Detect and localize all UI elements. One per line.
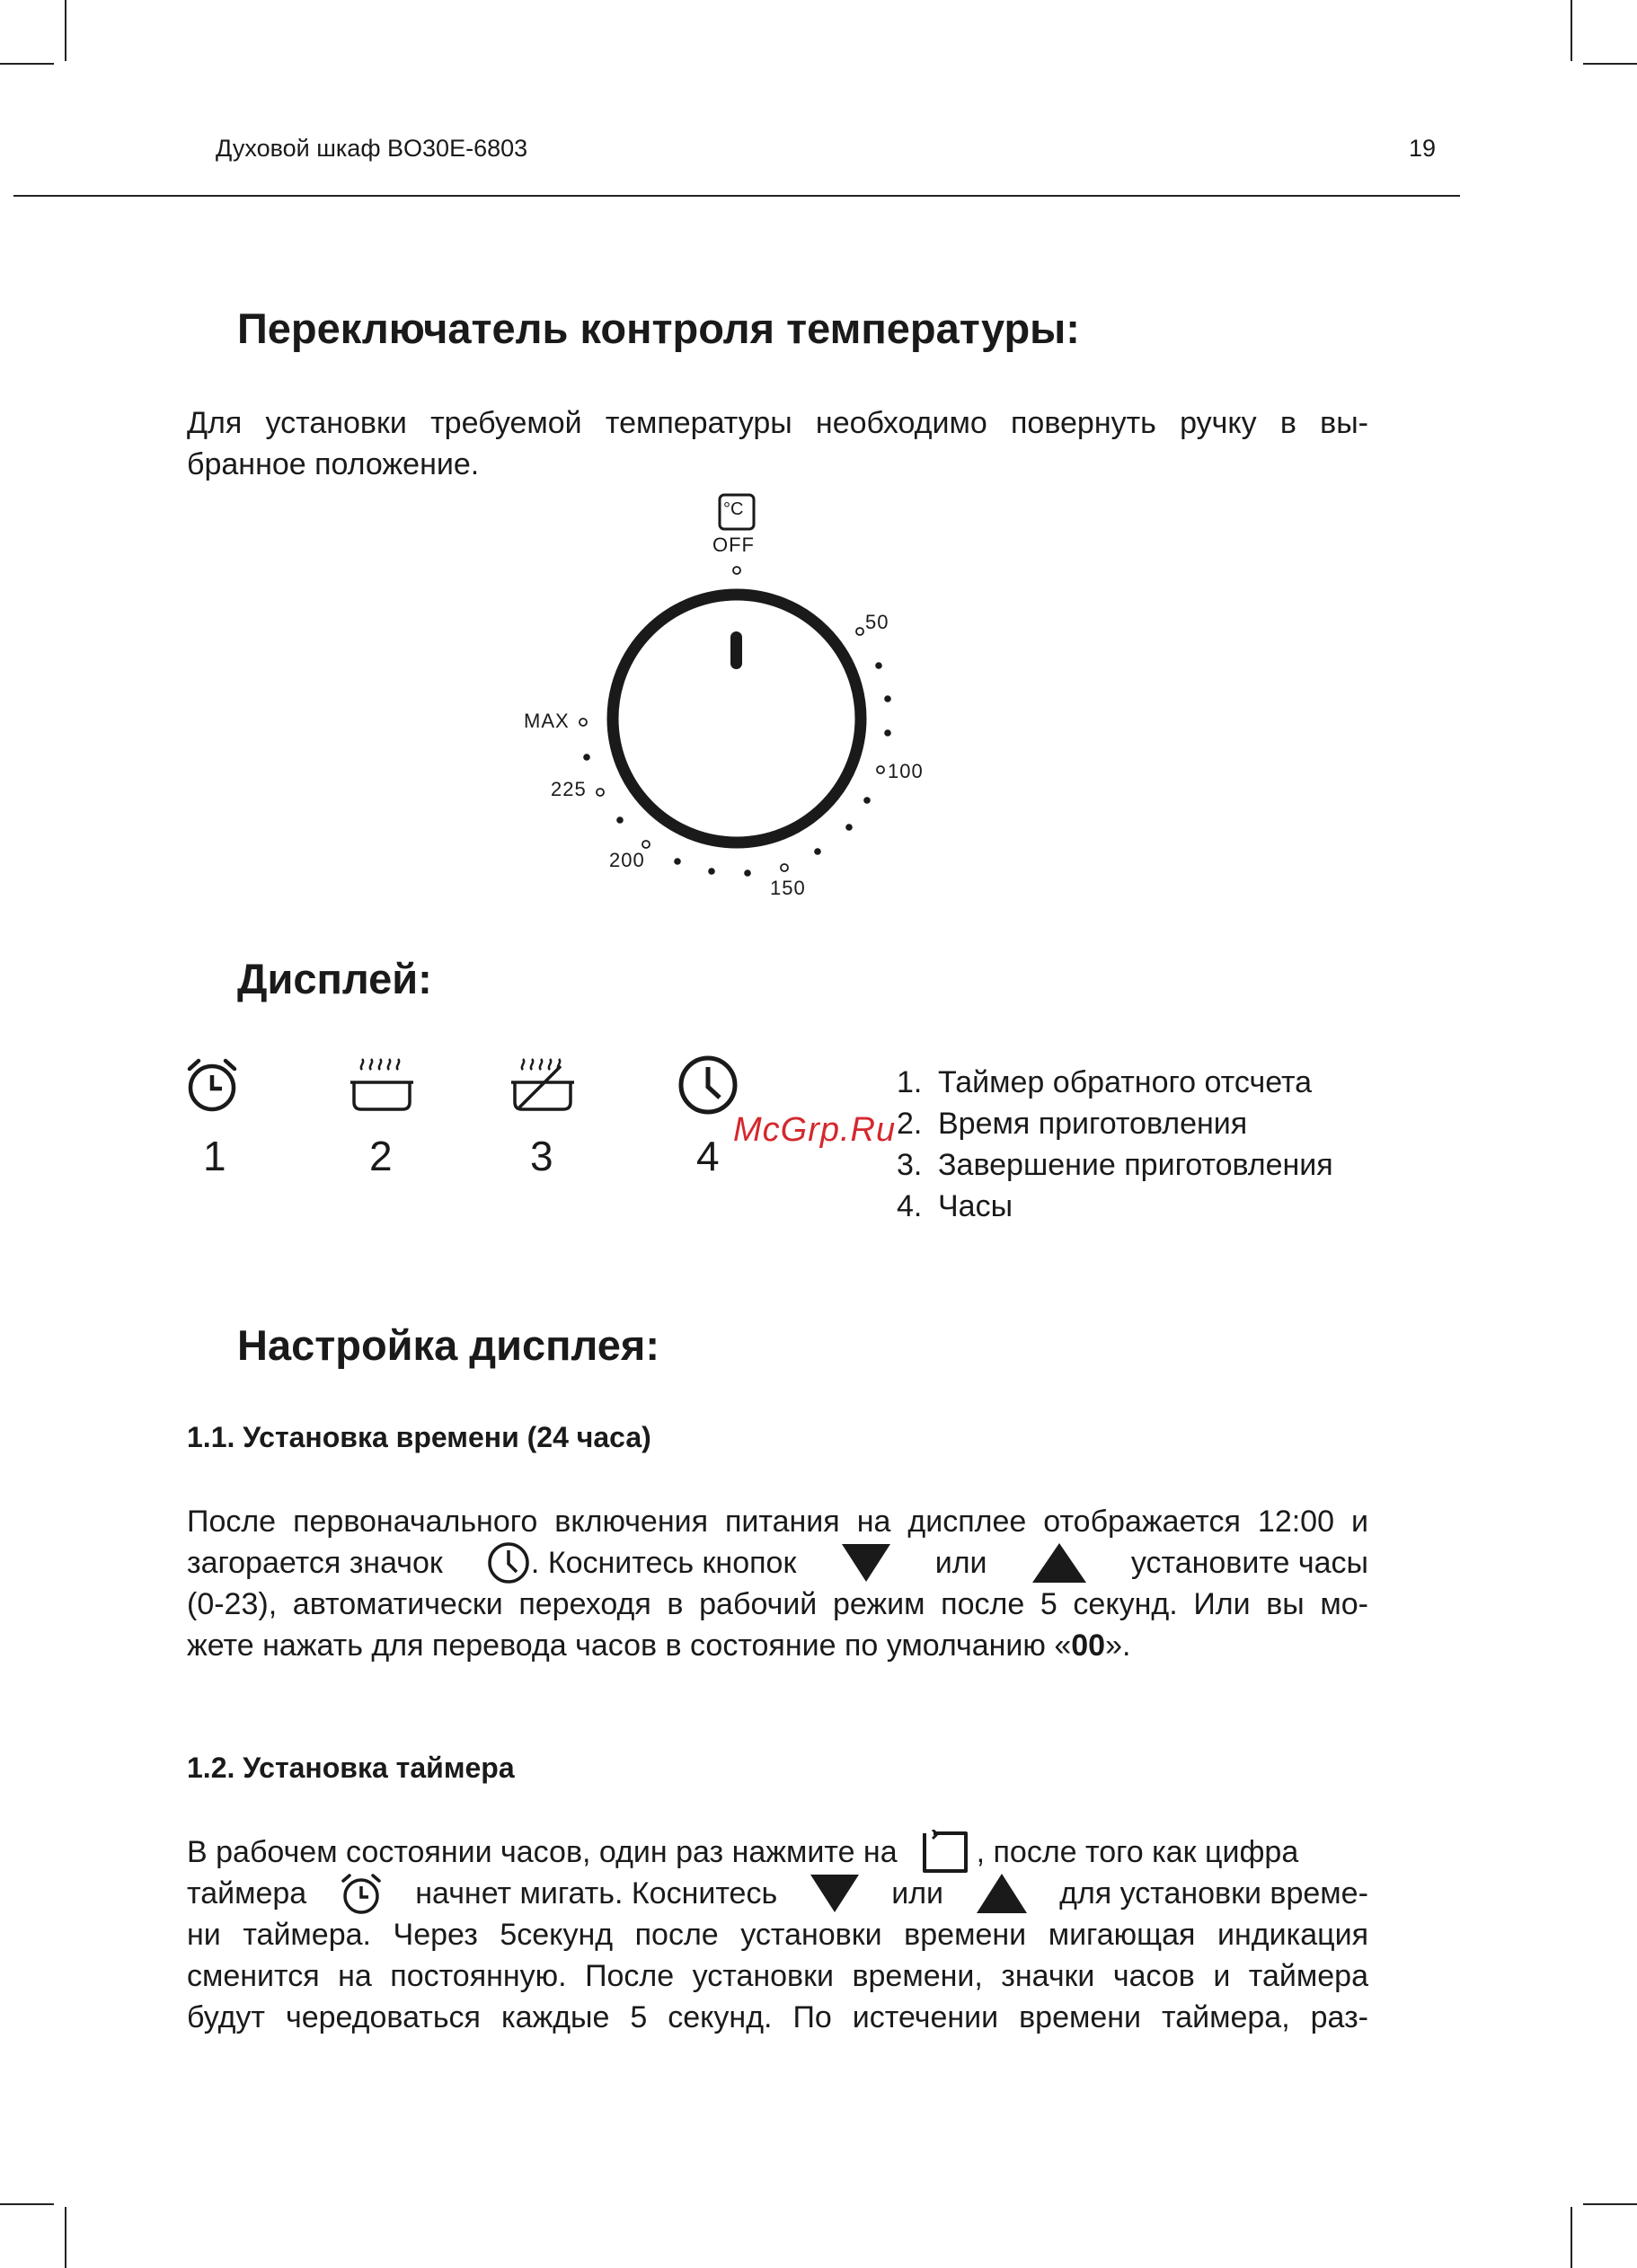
time-setting-text: загорается значок	[187, 1546, 443, 1580]
dial-tick	[884, 695, 891, 702]
timer-set-button-icon	[917, 1830, 969, 1875]
legend-number: 4.	[897, 1189, 923, 1223]
dial-pointer	[730, 631, 742, 669]
clock-icon	[486, 1540, 531, 1585]
timer-setting-text: В рабочем состоянии часов, один раз нажмите на	[187, 1835, 898, 1869]
down-arrow-icon	[809, 1873, 861, 1914]
time-setting-line	[187, 1625, 1368, 1666]
dial-50-label: 50	[865, 611, 889, 633]
temperature-dial	[503, 490, 952, 912]
display-section-title: Дисплей:	[237, 955, 432, 1002]
off-position-marker	[733, 567, 740, 574]
default-hours-value: 00	[1071, 1628, 1106, 1663]
dial-tick	[616, 816, 624, 824]
dial-tick	[875, 662, 882, 669]
timer-setting-text: начнет мигать. Коснитесь	[415, 1876, 778, 1911]
icon-number: 3	[530, 1133, 553, 1179]
clock-icon	[677, 1054, 739, 1116]
icon-number: 4	[696, 1133, 720, 1179]
dial-150-label: 150	[770, 877, 806, 899]
legend-number: 2.	[897, 1107, 923, 1141]
timer-setting-text: или	[891, 1876, 944, 1911]
temperature-text-line: Для установки требуемой температуры необходимо повернуть ручку в вы-	[187, 406, 1368, 440]
dial-tick	[814, 848, 821, 855]
watermark: McGrp.Ru	[733, 1111, 897, 1149]
timer-setting-line: будут чередоваться каждые 5 секунд. По истечении времени таймера, раз-	[187, 2000, 1368, 2034]
timer-setting-text: для установки време-	[1059, 1876, 1368, 1911]
time-setting-line	[187, 1542, 1368, 1584]
legend-text: Часы	[938, 1189, 1013, 1223]
crop-mark-bottom-left-v	[65, 2207, 66, 2268]
time-setting-heading: 1.1. Установка времени (24 часа)	[187, 1421, 651, 1453]
header-title: Духовой шкаф BO30E-6803	[216, 135, 528, 162]
time-setting-text: . Коснитесь кнопок	[530, 1546, 797, 1580]
crop-mark-bottom-right-v	[1571, 2207, 1572, 2268]
display-setup-section-title: Настройка дисплея:	[237, 1321, 659, 1369]
end-of-cooking-icon	[507, 1054, 579, 1115]
timer-setting-heading: 1.2. Установка таймера	[187, 1752, 515, 1784]
t225-position-marker	[597, 789, 604, 796]
down-arrow-icon	[840, 1542, 892, 1584]
icon-number: 2	[369, 1133, 393, 1179]
countdown-timer-icon	[338, 1871, 385, 1916]
legend-text: Таймер обратного отсчета	[938, 1065, 1313, 1099]
crop-mark-top-left-v	[65, 0, 66, 61]
timer-setting-text: таймера	[187, 1876, 307, 1911]
legend-item	[897, 1065, 1312, 1100]
dial-225-label: 225	[551, 778, 587, 800]
legend-number: 1.	[897, 1065, 923, 1099]
timer-setting-text: , после того как цифра	[976, 1835, 1299, 1869]
temperature-paragraph	[187, 402, 1368, 485]
dial-celsius-label: °C	[723, 499, 744, 519]
dial-tick	[863, 797, 871, 804]
cooking-time-icon	[346, 1054, 418, 1115]
max-position-marker	[580, 719, 587, 726]
t100-position-marker	[877, 766, 884, 773]
icon-number: 1	[203, 1133, 226, 1179]
temperature-section-title: Переключатель контроля температуры:	[237, 304, 1080, 352]
legend-number: 3.	[897, 1148, 923, 1182]
countdown-timer-icon	[182, 1055, 242, 1115]
timer-setting-line	[187, 1831, 1368, 1873]
time-setting-line: После первоначального включения питания на дисплее отображается 12:00 и	[187, 1505, 1368, 1539]
legend-text: Завершение приготовления	[938, 1148, 1333, 1182]
legend-text: Время приготовления	[938, 1107, 1248, 1141]
dial-tick	[708, 868, 715, 875]
t150-position-marker	[781, 864, 788, 871]
dial-tick	[744, 869, 751, 877]
timer-setting-line	[187, 1873, 1368, 1914]
legend-item	[897, 1148, 1333, 1183]
time-setting-line: (0-23), автоматически переходя в рабочий режим после 5 секунд. Или вы мо-	[187, 1587, 1368, 1621]
header-rule	[13, 195, 1460, 197]
time-setting-text: жете нажать для перевода часов в состояние по умолчанию «	[187, 1628, 1072, 1663]
t200-position-marker	[642, 841, 650, 848]
time-setting-text: установите часы	[1130, 1546, 1368, 1580]
timer-setting-line: сменится на постоянную. После установки времени, значки часов и таймера	[187, 1959, 1368, 1993]
dial-tick	[583, 754, 590, 761]
dial-max-label: MAX	[524, 710, 570, 732]
crop-mark-bottom-left-h	[0, 2203, 54, 2205]
time-setting-text: или	[934, 1546, 987, 1580]
legend-item	[897, 1189, 1013, 1224]
time-setting-text: ».	[1105, 1628, 1131, 1663]
timer-setting-paragraph	[187, 1831, 1368, 2038]
legend-item	[897, 1107, 1247, 1142]
t50-position-marker	[856, 628, 863, 635]
up-arrow-icon	[1031, 1541, 1088, 1584]
crop-mark-top-right-v	[1571, 0, 1572, 61]
dial-tick	[884, 729, 891, 737]
time-setting-paragraph	[187, 1501, 1368, 1666]
timer-setting-line: ни таймера. Через 5секунд после установки времени мигающая индикация	[187, 1918, 1368, 1952]
page-number: 19	[1409, 135, 1437, 162]
dial-tick	[845, 824, 853, 831]
dial-100-label: 100	[888, 760, 924, 782]
crop-mark-top-left-h	[0, 63, 54, 65]
dial-200-label: 200	[609, 849, 645, 871]
dial-off-label: OFF	[712, 534, 755, 556]
temperature-text-line: бранное положение.	[187, 447, 480, 481]
dial-tick	[674, 858, 681, 865]
crop-mark-bottom-right-h	[1583, 2203, 1637, 2205]
up-arrow-icon	[975, 1872, 1029, 1915]
crop-mark-top-right-h	[1583, 63, 1637, 65]
